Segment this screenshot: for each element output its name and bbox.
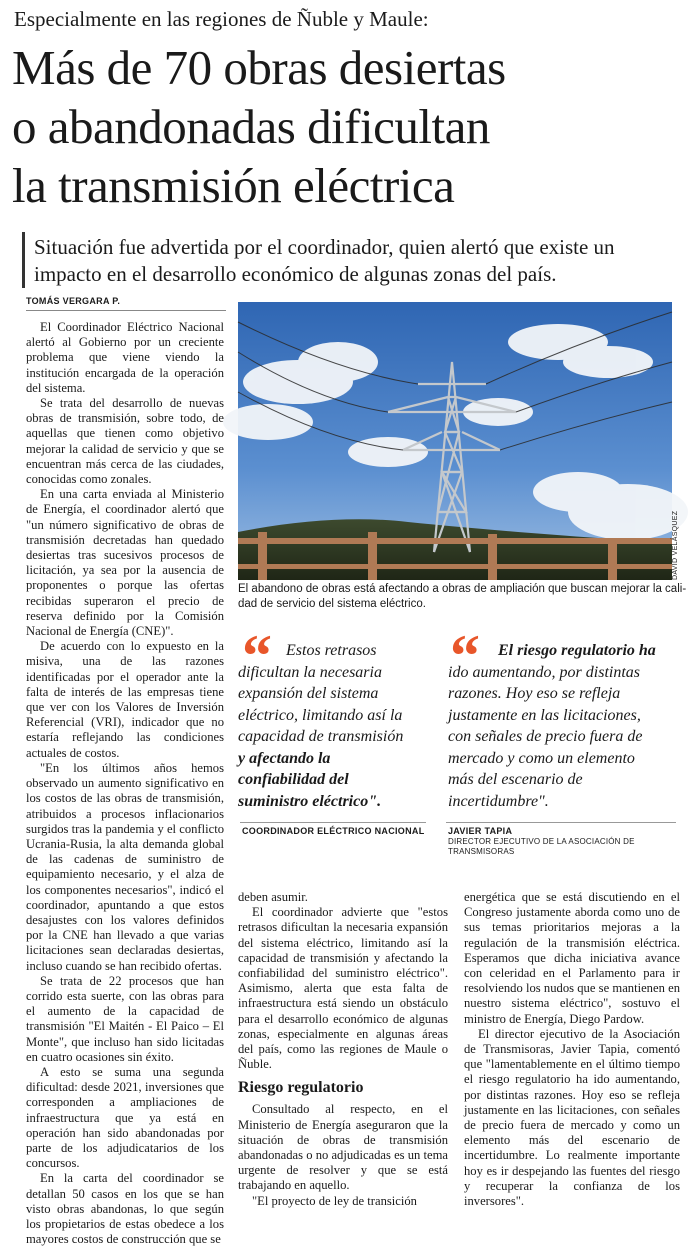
quote-rule bbox=[240, 822, 426, 823]
quote-line: razones. Hoy eso se refleja bbox=[448, 685, 621, 702]
paragraph: El coordinador advierte que "estos retrasos dificultan la necesaria expansión del sistema eléctrico, limitando así la capacidad de transmisión y afectando la confiabilidad del suministro eléctrico". Asimismo, alerta que esta falta de infraestructura está siendo un obstáculo para el desarrollo económico de algunas zonas, especialmente en algunas áreas del país, como las regiones de Maule o Ñuble. bbox=[238, 905, 448, 1072]
quote-line: confiabilidad del bbox=[238, 771, 349, 788]
quote-line: con señales de precio fuera de bbox=[448, 728, 643, 745]
paragraph: Se trata del desarrollo de nuevas obras de transmisión, sobre todo, de aquellas que tienen como objetivo mejorar la calidad de servicio y que se encuentran más cerca de las ciudades, conocidas como zonales. bbox=[26, 396, 224, 487]
paragraph: De acuerdo con lo expuesto en la misiva, una de las razones identificadas por el operador ante la falta de interés de las empresas tiene que ver con los Valores de Inversión Referencial (VRI), indicador que no estaría reflejando las condiciones actuales de costos. bbox=[26, 639, 224, 760]
quote-text bbox=[448, 640, 680, 812]
paragraph: energética que se está discutiendo en el Congreso justamente aborda como uno de sus temas prioritarios mejoras a la regulación de la transmisión eléctrica. Esperamos que dicha iniciativa avance con celeridad en el Parlamento para ir resolviendo los nudos que se mantienen en nuestro sistema eléctrico", sostuvo el ministro de Energía, Diego Pardow. bbox=[464, 890, 680, 1026]
headline-line: o abandonadas dificultan bbox=[12, 99, 490, 154]
caption-line: dad de servicio del sistema eléctrico. bbox=[238, 598, 426, 610]
kicker: Especialmente en las regiones de Ñuble y Maule: bbox=[14, 7, 429, 31]
role-line: TRANSMISORAS bbox=[448, 847, 515, 856]
paragraph: El Coordinador Eléctrico Nacional alertó al Gobierno por un creciente problema que viene viendo la institución encargada de la operación del sistema. bbox=[26, 320, 224, 395]
subhead-rule bbox=[22, 232, 25, 288]
quote-mark-icon: “ bbox=[242, 623, 272, 689]
paragraph: "En los últimos años hemos observado un aumento significativo en los costos de las obras de transmisión, atribuidos a procesos inflacionarios surgidos tras la pandemia y el conflicto Ucrania-Rusia, la alta demanda global de las cadenas de suministro de equipamiento necesario, y el alza de los componentes necesarios", indicó el coordinador, apuntando a que estos desajustes con los valores definidos por la CNE han llevado a que varias licitaciones sean declaradas desiertas, incluso cuando se han recibido ofertas. bbox=[26, 760, 224, 973]
body-column-1 bbox=[26, 320, 224, 1247]
body-column-2 bbox=[238, 890, 448, 1212]
paragraph: Se trata de 22 procesos que han corrido esta suerte, con las obras para el aumento de la capacidad de transmisión "El Maitén - El Paico – El Monte", que incluso han sido licitadas en cuatro ocasiones sin éxito. bbox=[26, 973, 224, 1064]
quote-line: justamente en las licitaciones, bbox=[448, 706, 641, 724]
quote-text bbox=[238, 640, 438, 812]
quote-line: capacidad de transmisión bbox=[238, 728, 404, 745]
paragraph: deben asumir. bbox=[238, 890, 308, 904]
quote-author-role bbox=[448, 837, 635, 857]
quote-line: más del escenario de bbox=[448, 771, 583, 788]
photo-credit bbox=[672, 510, 688, 580]
quote-rule bbox=[446, 822, 676, 823]
subhead bbox=[34, 234, 684, 288]
subhead-line: impacto en el desarrollo económico de algunas zonas del país. bbox=[34, 262, 557, 286]
subhead-line: Situación fue advertida por el coordinador, quien alertó que existe un bbox=[34, 235, 615, 259]
quote-mark-icon: “ bbox=[450, 623, 480, 689]
quote-line: incertidumbre". bbox=[448, 792, 549, 810]
paragraph: En una carta enviada al Ministerio de Energía, el coordinador alertó que "un número significativo de obras de transmisión decretadas han quedado desiertas tras sucesivos procesos de licitación, ya sea por la ausencia de proponentes o porque las ofertas recibidas superaron el precio de reserva definido por la Comisión Nacional de Energía (CNE)". bbox=[26, 487, 224, 639]
paragraph: El director ejecutivo de la Asociación de Transmisoras, Javier Tapia, comentó que "lamentablemente en el último tiempo el riesgo regulatorio ha ido aumentando, por distintas razones. Hoy eso se refleja justamente en las licitaciones, con señales de precio fuera de mercado y como un elemento más del escenario de incertidumbre. Lo realmente importante hoy es ir despejando las fuentes del riesgo y recuperar la confianza de los inversores". bbox=[464, 1026, 680, 1209]
quote-line: suministro eléctrico". bbox=[238, 792, 382, 810]
paragraph: En la carta del coordinador se detallan 50 casos en los que se han visto obras abandonas, lo que según los propietarios de estas obedece a los mayores costos de construcción que se bbox=[26, 1171, 224, 1247]
quote-author: COORDINADOR ELÉCTRICO NACIONAL bbox=[242, 826, 425, 836]
caption-line: El abandono de obras está afectando a obras de ampliación que buscan mejorar la cali- bbox=[238, 583, 687, 595]
byline: TOMÁS VERGARA P. bbox=[26, 296, 121, 306]
paragraph: "El proyecto de ley de transición bbox=[252, 1193, 417, 1208]
quote-line: Estos retrasos bbox=[286, 642, 377, 659]
paragraph: A esto se suma una segunda dificultad: desde 2021, inversiones que corresponden a ampliaciones de infraestructura que ya está en operación han sido abandonadas por parte de los adjudicatarios de los concursos. bbox=[26, 1064, 224, 1171]
headline-line: la transmisión eléctrica bbox=[12, 158, 455, 213]
quote-line: El riesgo regulatorio ha bbox=[498, 642, 656, 659]
tower-illustration bbox=[238, 302, 672, 580]
photo-credit-text: DAVID VELÁSQUEZ bbox=[672, 510, 679, 580]
section-subtitle: Riesgo regulatorio bbox=[238, 1079, 364, 1097]
body-column-3 bbox=[464, 890, 680, 1212]
photo-transmission-tower bbox=[238, 302, 672, 580]
quote-line: expansión del sistema bbox=[238, 685, 379, 702]
quote-author: JAVIER TAPIA bbox=[448, 826, 513, 836]
quote-line: ido aumentando, por distintas bbox=[448, 663, 641, 681]
quote-line: dificultan la necesaria bbox=[238, 663, 382, 681]
headline-line: Más de 70 obras desiertas bbox=[12, 40, 506, 95]
paragraph: Consultado al respecto, en el Ministerio de Energía aseguraron que la situación de obras de transmisión abandonadas o no adjudicadas es un tema urgente de resolver y que se está trabajando en aquello. bbox=[238, 1102, 448, 1193]
byline-rule bbox=[26, 310, 226, 311]
quote-line: y afectando la bbox=[238, 749, 331, 767]
photo-caption bbox=[238, 582, 687, 612]
headline bbox=[12, 38, 682, 215]
quote-line: eléctrico, limitando así la bbox=[238, 706, 403, 724]
role-line: DIRECTOR EJECUTIVO DE LA ASOCIACIÓN DE bbox=[448, 837, 635, 846]
quote-line: mercado y como un elemento bbox=[448, 749, 635, 767]
